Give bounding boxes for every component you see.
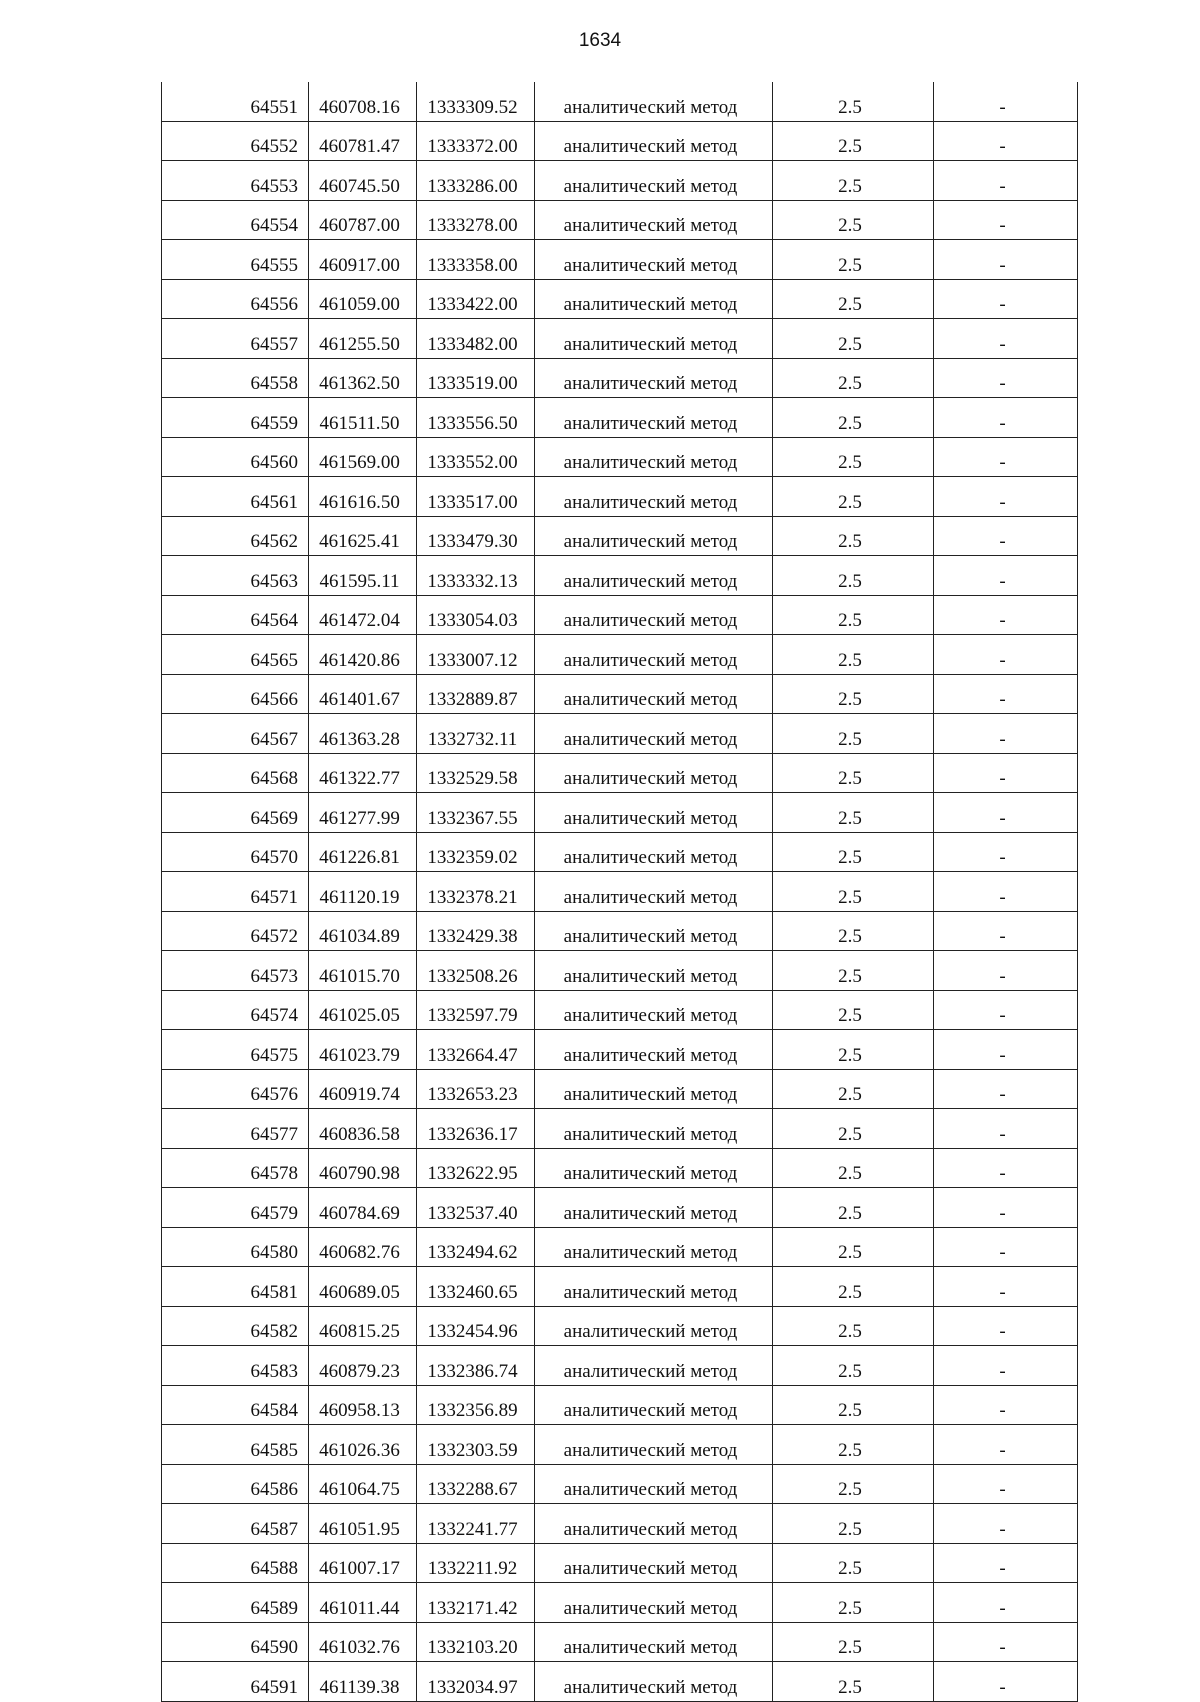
note-cell: - [934, 1109, 1078, 1149]
method-cell: аналитический метод [535, 714, 773, 754]
note-cell: - [934, 714, 1078, 754]
y-coordinate-cell: 1333286.00 [417, 161, 535, 201]
y-coordinate-cell: 1332653.23 [417, 1069, 535, 1109]
note-cell: - [934, 1385, 1078, 1425]
y-coordinate-cell: 1332211.92 [417, 1543, 535, 1583]
x-coordinate-cell: 460787.00 [309, 200, 417, 240]
method-cell: аналитический метод [535, 1109, 773, 1149]
accuracy-cell: 2.5 [773, 82, 934, 121]
accuracy-cell: 2.5 [773, 635, 934, 675]
note-cell: - [934, 200, 1078, 240]
method-cell: аналитический метод [535, 516, 773, 556]
accuracy-cell: 2.5 [773, 1069, 934, 1109]
x-coordinate-cell: 460689.05 [309, 1267, 417, 1307]
method-cell: аналитический метод [535, 1306, 773, 1346]
note-cell: - [934, 516, 1078, 556]
accuracy-cell: 2.5 [773, 279, 934, 319]
point-number-cell: 64561 [162, 477, 309, 517]
accuracy-cell: 2.5 [773, 240, 934, 280]
accuracy-cell: 2.5 [773, 200, 934, 240]
y-coordinate-cell: 1333054.03 [417, 595, 535, 635]
x-coordinate-cell: 460784.69 [309, 1188, 417, 1228]
method-cell: аналитический метод [535, 1030, 773, 1070]
point-number-cell: 64565 [162, 635, 309, 675]
x-coordinate-cell: 460790.98 [309, 1148, 417, 1188]
accuracy-cell: 2.5 [773, 1464, 934, 1504]
x-coordinate-cell: 460745.50 [309, 161, 417, 201]
point-number-cell: 64576 [162, 1069, 309, 1109]
y-coordinate-cell: 1333552.00 [417, 437, 535, 477]
point-number-cell: 64582 [162, 1306, 309, 1346]
accuracy-cell: 2.5 [773, 990, 934, 1030]
table-row [162, 714, 1078, 754]
y-coordinate-cell: 1332171.42 [417, 1583, 535, 1623]
method-cell: аналитический метод [535, 674, 773, 714]
y-coordinate-cell: 1332359.02 [417, 832, 535, 872]
y-coordinate-cell: 1332034.97 [417, 1662, 535, 1702]
table-row [162, 358, 1078, 398]
point-number-cell: 64586 [162, 1464, 309, 1504]
method-cell: аналитический метод [535, 1069, 773, 1109]
table-row [162, 1030, 1078, 1070]
table-row [162, 911, 1078, 951]
method-cell: аналитический метод [535, 1464, 773, 1504]
method-cell: аналитический метод [535, 556, 773, 596]
note-cell: - [934, 1464, 1078, 1504]
method-cell: аналитический метод [535, 911, 773, 951]
y-coordinate-cell: 1332429.38 [417, 911, 535, 951]
point-number-cell: 64554 [162, 200, 309, 240]
note-cell: - [934, 121, 1078, 161]
method-cell: аналитический метод [535, 319, 773, 359]
point-number-cell: 64551 [162, 82, 309, 121]
point-number-cell: 64562 [162, 516, 309, 556]
note-cell: - [934, 437, 1078, 477]
table-row [162, 82, 1078, 121]
point-number-cell: 64580 [162, 1227, 309, 1267]
x-coordinate-cell: 460879.23 [309, 1346, 417, 1386]
y-coordinate-cell: 1333482.00 [417, 319, 535, 359]
accuracy-cell: 2.5 [773, 358, 934, 398]
x-coordinate-cell: 460958.13 [309, 1385, 417, 1425]
point-number-cell: 64591 [162, 1662, 309, 1702]
table-row [162, 240, 1078, 280]
method-cell: аналитический метод [535, 1622, 773, 1662]
table-row [162, 951, 1078, 991]
x-coordinate-cell: 460917.00 [309, 240, 417, 280]
y-coordinate-cell: 1332303.59 [417, 1425, 535, 1465]
point-number-cell: 64570 [162, 832, 309, 872]
note-cell: - [934, 1227, 1078, 1267]
accuracy-cell: 2.5 [773, 1622, 934, 1662]
method-cell: аналитический метод [535, 358, 773, 398]
y-coordinate-cell: 1333519.00 [417, 358, 535, 398]
y-coordinate-cell: 1333372.00 [417, 121, 535, 161]
table-row [162, 1543, 1078, 1583]
accuracy-cell: 2.5 [773, 951, 934, 991]
note-cell: - [934, 674, 1078, 714]
table-row [162, 1109, 1078, 1149]
note-cell: - [934, 832, 1078, 872]
accuracy-cell: 2.5 [773, 753, 934, 793]
method-cell: аналитический метод [535, 1148, 773, 1188]
table-row [162, 1267, 1078, 1307]
note-cell: - [934, 1306, 1078, 1346]
table-row [162, 516, 1078, 556]
method-cell: аналитический метод [535, 1346, 773, 1386]
note-cell: - [934, 398, 1078, 438]
accuracy-cell: 2.5 [773, 872, 934, 912]
table-row [162, 477, 1078, 517]
point-number-cell: 64578 [162, 1148, 309, 1188]
table-row [162, 674, 1078, 714]
method-cell: аналитический метод [535, 477, 773, 517]
y-coordinate-cell: 1332241.77 [417, 1504, 535, 1544]
accuracy-cell: 2.5 [773, 319, 934, 359]
x-coordinate-cell: 461616.50 [309, 477, 417, 517]
note-cell: - [934, 240, 1078, 280]
y-coordinate-cell: 1332597.79 [417, 990, 535, 1030]
point-number-cell: 64568 [162, 753, 309, 793]
y-coordinate-cell: 1333479.30 [417, 516, 535, 556]
y-coordinate-cell: 1333309.52 [417, 82, 535, 121]
table-row [162, 1425, 1078, 1465]
x-coordinate-cell: 461026.36 [309, 1425, 417, 1465]
accuracy-cell: 2.5 [773, 1148, 934, 1188]
accuracy-cell: 2.5 [773, 674, 934, 714]
point-number-cell: 64557 [162, 319, 309, 359]
x-coordinate-cell: 461120.19 [309, 872, 417, 912]
table-row [162, 398, 1078, 438]
table-row [162, 1622, 1078, 1662]
x-coordinate-cell: 461401.67 [309, 674, 417, 714]
note-cell: - [934, 82, 1078, 121]
method-cell: аналитический метод [535, 990, 773, 1030]
table-row [162, 1188, 1078, 1228]
method-cell: аналитический метод [535, 1543, 773, 1583]
point-number-cell: 64573 [162, 951, 309, 991]
note-cell: - [934, 1425, 1078, 1465]
table-row [162, 1148, 1078, 1188]
note-cell: - [934, 951, 1078, 991]
point-number-cell: 64571 [162, 872, 309, 912]
y-coordinate-cell: 1332529.58 [417, 753, 535, 793]
point-number-cell: 64585 [162, 1425, 309, 1465]
note-cell: - [934, 1543, 1078, 1583]
y-coordinate-cell: 1333007.12 [417, 635, 535, 675]
table-row [162, 200, 1078, 240]
table-row [162, 1306, 1078, 1346]
y-coordinate-cell: 1332367.55 [417, 793, 535, 833]
point-number-cell: 64590 [162, 1622, 309, 1662]
method-cell: аналитический метод [535, 200, 773, 240]
x-coordinate-cell: 461322.77 [309, 753, 417, 793]
accuracy-cell: 2.5 [773, 1030, 934, 1070]
method-cell: аналитический метод [535, 951, 773, 991]
x-coordinate-cell: 461025.05 [309, 990, 417, 1030]
x-coordinate-cell: 461362.50 [309, 358, 417, 398]
note-cell: - [934, 1148, 1078, 1188]
x-coordinate-cell: 461511.50 [309, 398, 417, 438]
note-cell: - [934, 1504, 1078, 1544]
method-cell: аналитический метод [535, 1227, 773, 1267]
x-coordinate-cell: 461277.99 [309, 793, 417, 833]
y-coordinate-cell: 1332636.17 [417, 1109, 535, 1149]
point-number-cell: 64552 [162, 121, 309, 161]
note-cell: - [934, 556, 1078, 596]
note-cell: - [934, 358, 1078, 398]
y-coordinate-cell: 1332537.40 [417, 1188, 535, 1228]
x-coordinate-cell: 460708.16 [309, 82, 417, 121]
x-coordinate-cell: 461625.41 [309, 516, 417, 556]
accuracy-cell: 2.5 [773, 911, 934, 951]
x-coordinate-cell: 461015.70 [309, 951, 417, 991]
method-cell: аналитический метод [535, 82, 773, 121]
x-coordinate-cell: 461064.75 [309, 1464, 417, 1504]
accuracy-cell: 2.5 [773, 1504, 934, 1544]
x-coordinate-cell: 461011.44 [309, 1583, 417, 1623]
point-number-cell: 64587 [162, 1504, 309, 1544]
accuracy-cell: 2.5 [773, 595, 934, 635]
note-cell: - [934, 753, 1078, 793]
x-coordinate-cell: 461569.00 [309, 437, 417, 477]
y-coordinate-cell: 1332454.96 [417, 1306, 535, 1346]
point-number-cell: 64556 [162, 279, 309, 319]
y-coordinate-cell: 1332356.89 [417, 1385, 535, 1425]
coordinates-table [161, 82, 1078, 1702]
y-coordinate-cell: 1332494.62 [417, 1227, 535, 1267]
table-row [162, 635, 1078, 675]
table-row [162, 1227, 1078, 1267]
accuracy-cell: 2.5 [773, 437, 934, 477]
point-number-cell: 64575 [162, 1030, 309, 1070]
method-cell: аналитический метод [535, 793, 773, 833]
table-row [162, 121, 1078, 161]
accuracy-cell: 2.5 [773, 793, 934, 833]
table-row [162, 161, 1078, 201]
accuracy-cell: 2.5 [773, 1267, 934, 1307]
x-coordinate-cell: 460781.47 [309, 121, 417, 161]
point-number-cell: 64588 [162, 1543, 309, 1583]
point-number-cell: 64567 [162, 714, 309, 754]
accuracy-cell: 2.5 [773, 832, 934, 872]
table-row [162, 872, 1078, 912]
point-number-cell: 64553 [162, 161, 309, 201]
method-cell: аналитический метод [535, 635, 773, 675]
note-cell: - [934, 911, 1078, 951]
table-row [162, 1069, 1078, 1109]
x-coordinate-cell: 460682.76 [309, 1227, 417, 1267]
table-row [162, 595, 1078, 635]
x-coordinate-cell: 461139.38 [309, 1662, 417, 1702]
method-cell: аналитический метод [535, 1662, 773, 1702]
accuracy-cell: 2.5 [773, 477, 934, 517]
x-coordinate-cell: 461255.50 [309, 319, 417, 359]
note-cell: - [934, 161, 1078, 201]
accuracy-cell: 2.5 [773, 556, 934, 596]
accuracy-cell: 2.5 [773, 1583, 934, 1623]
y-coordinate-cell: 1333422.00 [417, 279, 535, 319]
note-cell: - [934, 990, 1078, 1030]
method-cell: аналитический метод [535, 832, 773, 872]
method-cell: аналитический метод [535, 240, 773, 280]
point-number-cell: 64583 [162, 1346, 309, 1386]
y-coordinate-cell: 1332386.74 [417, 1346, 535, 1386]
method-cell: аналитический метод [535, 398, 773, 438]
point-number-cell: 64584 [162, 1385, 309, 1425]
note-cell: - [934, 1069, 1078, 1109]
accuracy-cell: 2.5 [773, 161, 934, 201]
note-cell: - [934, 1267, 1078, 1307]
method-cell: аналитический метод [535, 1425, 773, 1465]
point-number-cell: 64572 [162, 911, 309, 951]
note-cell: - [934, 595, 1078, 635]
x-coordinate-cell: 461032.76 [309, 1622, 417, 1662]
table-row [162, 990, 1078, 1030]
point-number-cell: 64566 [162, 674, 309, 714]
point-number-cell: 64560 [162, 437, 309, 477]
note-cell: - [934, 1622, 1078, 1662]
table-row [162, 1385, 1078, 1425]
y-coordinate-cell: 1332460.65 [417, 1267, 535, 1307]
table-row [162, 753, 1078, 793]
accuracy-cell: 2.5 [773, 1385, 934, 1425]
accuracy-cell: 2.5 [773, 1543, 934, 1583]
x-coordinate-cell: 461051.95 [309, 1504, 417, 1544]
note-cell: - [934, 793, 1078, 833]
method-cell: аналитический метод [535, 437, 773, 477]
table-row [162, 832, 1078, 872]
point-number-cell: 64564 [162, 595, 309, 635]
y-coordinate-cell: 1332622.95 [417, 1148, 535, 1188]
point-number-cell: 64579 [162, 1188, 309, 1228]
accuracy-cell: 2.5 [773, 1662, 934, 1702]
y-coordinate-cell: 1332378.21 [417, 872, 535, 912]
accuracy-cell: 2.5 [773, 1346, 934, 1386]
x-coordinate-cell: 461023.79 [309, 1030, 417, 1070]
point-number-cell: 64569 [162, 793, 309, 833]
note-cell: - [934, 1188, 1078, 1228]
table-row [162, 793, 1078, 833]
table-row [162, 319, 1078, 359]
x-coordinate-cell: 461007.17 [309, 1543, 417, 1583]
x-coordinate-cell: 461034.89 [309, 911, 417, 951]
table-row [162, 1662, 1078, 1702]
note-cell: - [934, 635, 1078, 675]
point-number-cell: 64558 [162, 358, 309, 398]
method-cell: аналитический метод [535, 1188, 773, 1228]
accuracy-cell: 2.5 [773, 1425, 934, 1465]
table-row [162, 1464, 1078, 1504]
method-cell: аналитический метод [535, 279, 773, 319]
method-cell: аналитический метод [535, 1504, 773, 1544]
note-cell: - [934, 1583, 1078, 1623]
accuracy-cell: 2.5 [773, 714, 934, 754]
accuracy-cell: 2.5 [773, 1306, 934, 1346]
x-coordinate-cell: 461472.04 [309, 595, 417, 635]
note-cell: - [934, 1346, 1078, 1386]
accuracy-cell: 2.5 [773, 1109, 934, 1149]
table-row [162, 556, 1078, 596]
point-number-cell: 64577 [162, 1109, 309, 1149]
note-cell: - [934, 1030, 1078, 1070]
accuracy-cell: 2.5 [773, 121, 934, 161]
x-coordinate-cell: 461059.00 [309, 279, 417, 319]
table-row [162, 1346, 1078, 1386]
method-cell: аналитический метод [535, 753, 773, 793]
y-coordinate-cell: 1332889.87 [417, 674, 535, 714]
note-cell: - [934, 872, 1078, 912]
note-cell: - [934, 1662, 1078, 1702]
accuracy-cell: 2.5 [773, 398, 934, 438]
point-number-cell: 64555 [162, 240, 309, 280]
method-cell: аналитический метод [535, 872, 773, 912]
x-coordinate-cell: 461420.86 [309, 635, 417, 675]
x-coordinate-cell: 460836.58 [309, 1109, 417, 1149]
method-cell: аналитический метод [535, 1583, 773, 1623]
y-coordinate-cell: 1332288.67 [417, 1464, 535, 1504]
accuracy-cell: 2.5 [773, 1188, 934, 1228]
method-cell: аналитический метод [535, 1267, 773, 1307]
point-number-cell: 64559 [162, 398, 309, 438]
note-cell: - [934, 477, 1078, 517]
y-coordinate-cell: 1333556.50 [417, 398, 535, 438]
x-coordinate-cell: 461595.11 [309, 556, 417, 596]
coordinates-table-body [162, 82, 1078, 1701]
table-row [162, 1504, 1078, 1544]
y-coordinate-cell: 1332508.26 [417, 951, 535, 991]
y-coordinate-cell: 1333358.00 [417, 240, 535, 280]
x-coordinate-cell: 461226.81 [309, 832, 417, 872]
note-cell: - [934, 319, 1078, 359]
y-coordinate-cell: 1332732.11 [417, 714, 535, 754]
table-row [162, 1583, 1078, 1623]
method-cell: аналитический метод [535, 1385, 773, 1425]
point-number-cell: 64589 [162, 1583, 309, 1623]
point-number-cell: 64563 [162, 556, 309, 596]
y-coordinate-cell: 1333517.00 [417, 477, 535, 517]
method-cell: аналитический метод [535, 595, 773, 635]
accuracy-cell: 2.5 [773, 516, 934, 556]
x-coordinate-cell: 460919.74 [309, 1069, 417, 1109]
page-number: 1634 [578, 30, 622, 51]
note-cell: - [934, 279, 1078, 319]
method-cell: аналитический метод [535, 121, 773, 161]
x-coordinate-cell: 461363.28 [309, 714, 417, 754]
y-coordinate-cell: 1332664.47 [417, 1030, 535, 1070]
point-number-cell: 64574 [162, 990, 309, 1030]
y-coordinate-cell: 1332103.20 [417, 1622, 535, 1662]
x-coordinate-cell: 460815.25 [309, 1306, 417, 1346]
accuracy-cell: 2.5 [773, 1227, 934, 1267]
y-coordinate-cell: 1333278.00 [417, 200, 535, 240]
y-coordinate-cell: 1333332.13 [417, 556, 535, 596]
point-number-cell: 64581 [162, 1267, 309, 1307]
table-row [162, 437, 1078, 477]
method-cell: аналитический метод [535, 161, 773, 201]
table-row [162, 279, 1078, 319]
